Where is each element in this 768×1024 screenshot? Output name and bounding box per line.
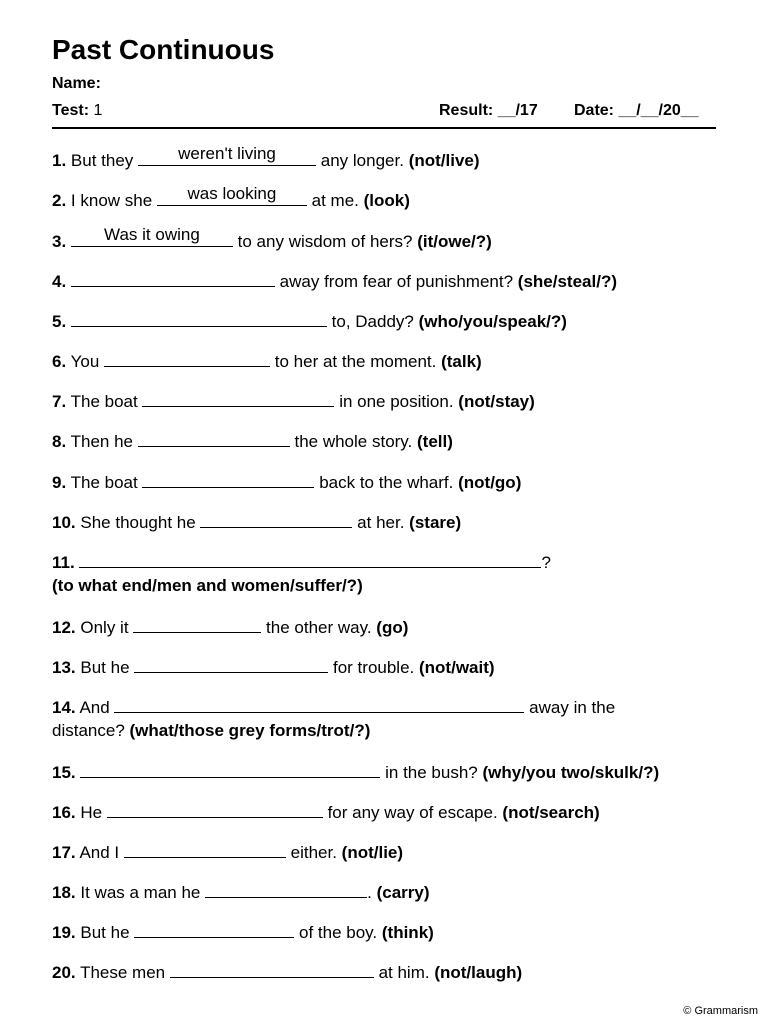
question-11-hint-line — [52, 574, 732, 598]
question-text-post: away from fear of punishment? — [279, 272, 514, 291]
verb-hint: (not/search) — [502, 803, 600, 822]
answer-blank[interactable] — [114, 695, 524, 713]
question-10 — [52, 510, 732, 535]
question-text-post: back to the wharf. — [319, 473, 454, 492]
question-number: 17. — [52, 843, 76, 862]
question-text-pre: Then he — [70, 432, 133, 451]
question-text-post: of the boy. — [299, 923, 378, 942]
answer-blank[interactable] — [142, 470, 314, 488]
question-number: 3. — [52, 232, 67, 251]
question-number: 15. — [52, 763, 76, 782]
question-text-pre: You — [70, 352, 100, 371]
question-5 — [52, 309, 732, 334]
question-text-post: to, Daddy? — [331, 312, 414, 331]
question-text-post: at him. — [378, 963, 430, 982]
question-text-post: at her. — [357, 513, 405, 532]
question-number: 7. — [52, 392, 67, 411]
question-text-post: in one position. — [339, 392, 454, 411]
answer-blank[interactable] — [71, 269, 275, 287]
test-info-row — [52, 101, 716, 123]
verb-hint: (carry) — [376, 883, 430, 902]
verb-hint: (go) — [376, 618, 409, 637]
result-value: __/17 — [497, 102, 538, 119]
answer-blank[interactable] — [205, 880, 367, 898]
question-text-pre: He — [80, 803, 103, 822]
question-number: 19. — [52, 923, 76, 942]
question-text-pre: These men — [80, 963, 166, 982]
answer-blank[interactable] — [80, 760, 380, 778]
question-12 — [52, 615, 732, 640]
question-number: 18. — [52, 883, 76, 902]
question-number: 1. — [52, 151, 67, 170]
question-text-post: . — [367, 883, 372, 902]
question-text-post: for trouble. — [333, 658, 415, 677]
question-text-pre: And — [79, 698, 110, 717]
verb-hint: (not/live) — [408, 151, 480, 170]
question-text-post: at me. — [311, 191, 359, 210]
question-text-post: to her at the moment. — [274, 352, 437, 371]
answer-blank[interactable] — [104, 349, 270, 367]
question-2 — [52, 184, 732, 213]
question-number: 13. — [52, 658, 76, 677]
question-text-pre: But he — [80, 658, 130, 677]
question-14-continuation — [52, 719, 732, 743]
verb-hint: (what/those grey forms/trot/?) — [129, 721, 371, 740]
verb-hint: (not/stay) — [458, 392, 535, 411]
date-label: Date: — [574, 102, 615, 119]
question-18 — [52, 880, 732, 905]
question-number: 12. — [52, 618, 76, 637]
verb-hint: (not/lie) — [341, 843, 404, 862]
verb-hint: (not/laugh) — [434, 963, 523, 982]
question-text-post: the other way. — [266, 618, 372, 637]
question-text-pre: The boat — [70, 473, 138, 492]
question-text-post2: distance? — [52, 721, 125, 740]
date-value: __/__/20__ — [618, 102, 699, 119]
question-3 — [52, 225, 732, 254]
answer-blank[interactable] — [200, 510, 352, 528]
question-14 — [52, 695, 732, 720]
question-text-pre: But they — [70, 151, 134, 170]
question-16 — [52, 800, 732, 825]
verb-hint: (tell) — [417, 432, 453, 451]
question-text-post: to any wisdom of hers? — [237, 232, 413, 251]
answer-blank[interactable] — [133, 615, 261, 633]
name-label: Name: — [52, 75, 101, 92]
verb-hint: (she/steal/?) — [517, 272, 617, 291]
question-text-post: in the bush? — [385, 763, 478, 782]
answer-text: was looking — [187, 184, 277, 203]
answer-blank[interactable] — [170, 960, 374, 978]
test-number: 1 — [93, 102, 103, 119]
question-text-post: any longer. — [320, 151, 404, 170]
question-number: 10. — [52, 513, 76, 532]
answer-blank[interactable] — [71, 225, 233, 247]
question-1 — [52, 144, 732, 173]
test-field — [52, 101, 102, 121]
question-text-pre: She thought he — [80, 513, 196, 532]
question-number: 20. — [52, 963, 76, 982]
answer-blank[interactable] — [107, 800, 323, 818]
answer-blank[interactable] — [79, 550, 541, 568]
test-label: Test: — [52, 102, 90, 119]
question-text-pre: And I — [79, 843, 120, 862]
question-4 — [52, 269, 732, 294]
question-text-pre: But he — [80, 923, 130, 942]
question-text-post: the whole story. — [294, 432, 413, 451]
verb-hint: (think) — [381, 923, 434, 942]
question-17 — [52, 840, 732, 865]
answer-text: weren't living — [178, 144, 276, 163]
answer-blank[interactable] — [138, 429, 290, 447]
question-13 — [52, 655, 732, 680]
answer-blank[interactable] — [134, 655, 328, 673]
question-7 — [52, 389, 732, 414]
question-number: 16. — [52, 803, 76, 822]
verb-hint: (why/you two/skulk/?) — [482, 763, 660, 782]
question-text-post: ? — [541, 553, 551, 572]
answer-text: Was it owing — [104, 225, 200, 244]
answer-blank[interactable] — [71, 309, 327, 327]
question-9 — [52, 470, 732, 495]
question-number: 5. — [52, 312, 67, 331]
question-number: 4. — [52, 272, 67, 291]
result-label: Result: — [439, 102, 494, 119]
question-text-post: away in the — [529, 698, 616, 717]
page-title: Past Continuous — [52, 34, 275, 65]
question-19 — [52, 920, 732, 945]
question-20 — [52, 960, 732, 985]
question-6 — [52, 349, 732, 374]
verb-hint: (stare) — [409, 513, 462, 532]
question-11 — [52, 550, 732, 575]
answer-blank[interactable] — [142, 389, 334, 407]
verb-hint: (look) — [363, 191, 410, 210]
answer-blank[interactable] — [138, 144, 316, 166]
question-text-pre: I know she — [70, 191, 153, 210]
question-number: 2. — [52, 191, 67, 210]
answer-blank[interactable] — [124, 840, 286, 858]
question-15 — [52, 760, 732, 785]
question-text-pre: Only it — [80, 618, 129, 637]
result-field — [439, 101, 538, 121]
verb-hint: (talk) — [441, 352, 482, 371]
question-number: 6. — [52, 352, 67, 371]
question-8 — [52, 429, 732, 454]
verb-hint: (not/go) — [458, 473, 522, 492]
question-number: 9. — [52, 473, 67, 492]
question-text-post: either. — [290, 843, 337, 862]
question-text-post: for any way of escape. — [327, 803, 498, 822]
question-number: 11. — [52, 553, 75, 572]
verb-hint: (to what end/men and women/suffer/?) — [52, 576, 363, 595]
verb-hint: (who/you/speak/?) — [418, 312, 567, 331]
answer-blank[interactable] — [157, 184, 307, 206]
question-number: 14. — [52, 698, 76, 717]
answer-blank[interactable] — [134, 920, 294, 938]
question-text-pre: The boat — [70, 392, 138, 411]
header-divider — [52, 127, 716, 129]
verb-hint: (it/owe/?) — [417, 232, 492, 251]
copyright-footer: © Grammarism — [683, 1005, 758, 1017]
question-text-pre: It was a man he — [80, 883, 201, 902]
question-number: 8. — [52, 432, 67, 451]
date-field — [574, 101, 699, 121]
verb-hint: (not/wait) — [419, 658, 495, 677]
